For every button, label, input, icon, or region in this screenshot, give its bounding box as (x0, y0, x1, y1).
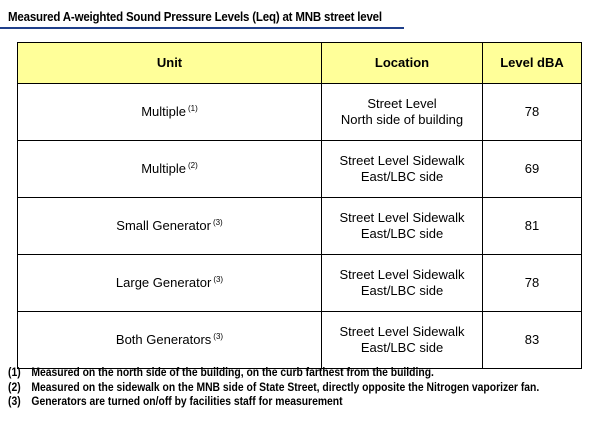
header-level: Level dBA (483, 43, 582, 84)
location-cell (322, 198, 483, 255)
sound-levels-table (17, 42, 582, 369)
location-line-1: Street Level Sidewalk (339, 210, 465, 225)
footnote-ref: (1) (188, 104, 198, 113)
unit-cell (18, 84, 322, 141)
table-row (18, 198, 582, 255)
footnote-number: (2) (8, 381, 21, 394)
level-cell: 78 (483, 255, 582, 312)
footnote-ref: (2) (188, 161, 198, 170)
footnote (8, 366, 602, 381)
unit-cell (18, 255, 322, 312)
location-cell (322, 84, 483, 141)
location-cell (322, 312, 483, 369)
location-line-1: Street Level Sidewalk (339, 267, 465, 282)
unit-name: Small Generator (116, 218, 211, 233)
header-location: Location (322, 43, 483, 84)
footnote-number: (1) (8, 367, 21, 379)
table-row (18, 84, 582, 141)
table-row (18, 312, 582, 369)
footnote-number: (3) (8, 396, 21, 408)
location-line-2: East/LBC side (360, 340, 444, 355)
footnote-text: Measured on the sidewalk on the MNB side of State Street, directly opposite the Nitrogen vaporizer fan. (31, 381, 540, 394)
location-cell (322, 255, 483, 312)
footnote-text: Measured on the north side of the building, on the curb farthest from the building. (31, 367, 434, 379)
footnotes (8, 366, 602, 410)
footnote (8, 395, 602, 410)
unit-cell (18, 312, 322, 369)
location-line-2: North side of building (340, 112, 464, 127)
level-cell: 83 (483, 312, 582, 369)
title-underline (0, 27, 404, 29)
unit-name: Multiple (141, 161, 186, 176)
footnote-ref: (3) (212, 218, 223, 227)
unit-name: Large Generator (115, 275, 212, 290)
footnote-ref: (3) (213, 332, 224, 341)
location-line-1: Street Level (367, 96, 437, 111)
location-line-2: East/LBC side (360, 226, 444, 241)
unit-cell (18, 198, 322, 255)
footnote (8, 381, 602, 396)
footnote-ref: (3) (213, 275, 224, 284)
unit-cell (18, 141, 322, 198)
footnote-text: Generators are turned on/off by facilities staff for measurement (31, 396, 343, 408)
unit-name: Multiple (141, 104, 186, 119)
level-cell: 81 (483, 198, 582, 255)
location-line-1: Street Level Sidewalk (339, 153, 465, 168)
unit-name: Both Generators (115, 332, 212, 347)
location-line-1: Street Level Sidewalk (339, 324, 465, 339)
location-line-2: East/LBC side (360, 283, 444, 298)
level-cell: 78 (483, 84, 582, 141)
page-title: Measured A-weighted Sound Pressure Levels (Leq) at MNB street level (8, 10, 382, 24)
header-unit: Unit (18, 43, 322, 84)
level-cell: 69 (483, 141, 582, 198)
location-line-2: East/LBC side (360, 169, 444, 184)
table-header-row (18, 43, 582, 84)
location-cell (322, 141, 483, 198)
table-row (18, 141, 582, 198)
table-row (18, 255, 582, 312)
